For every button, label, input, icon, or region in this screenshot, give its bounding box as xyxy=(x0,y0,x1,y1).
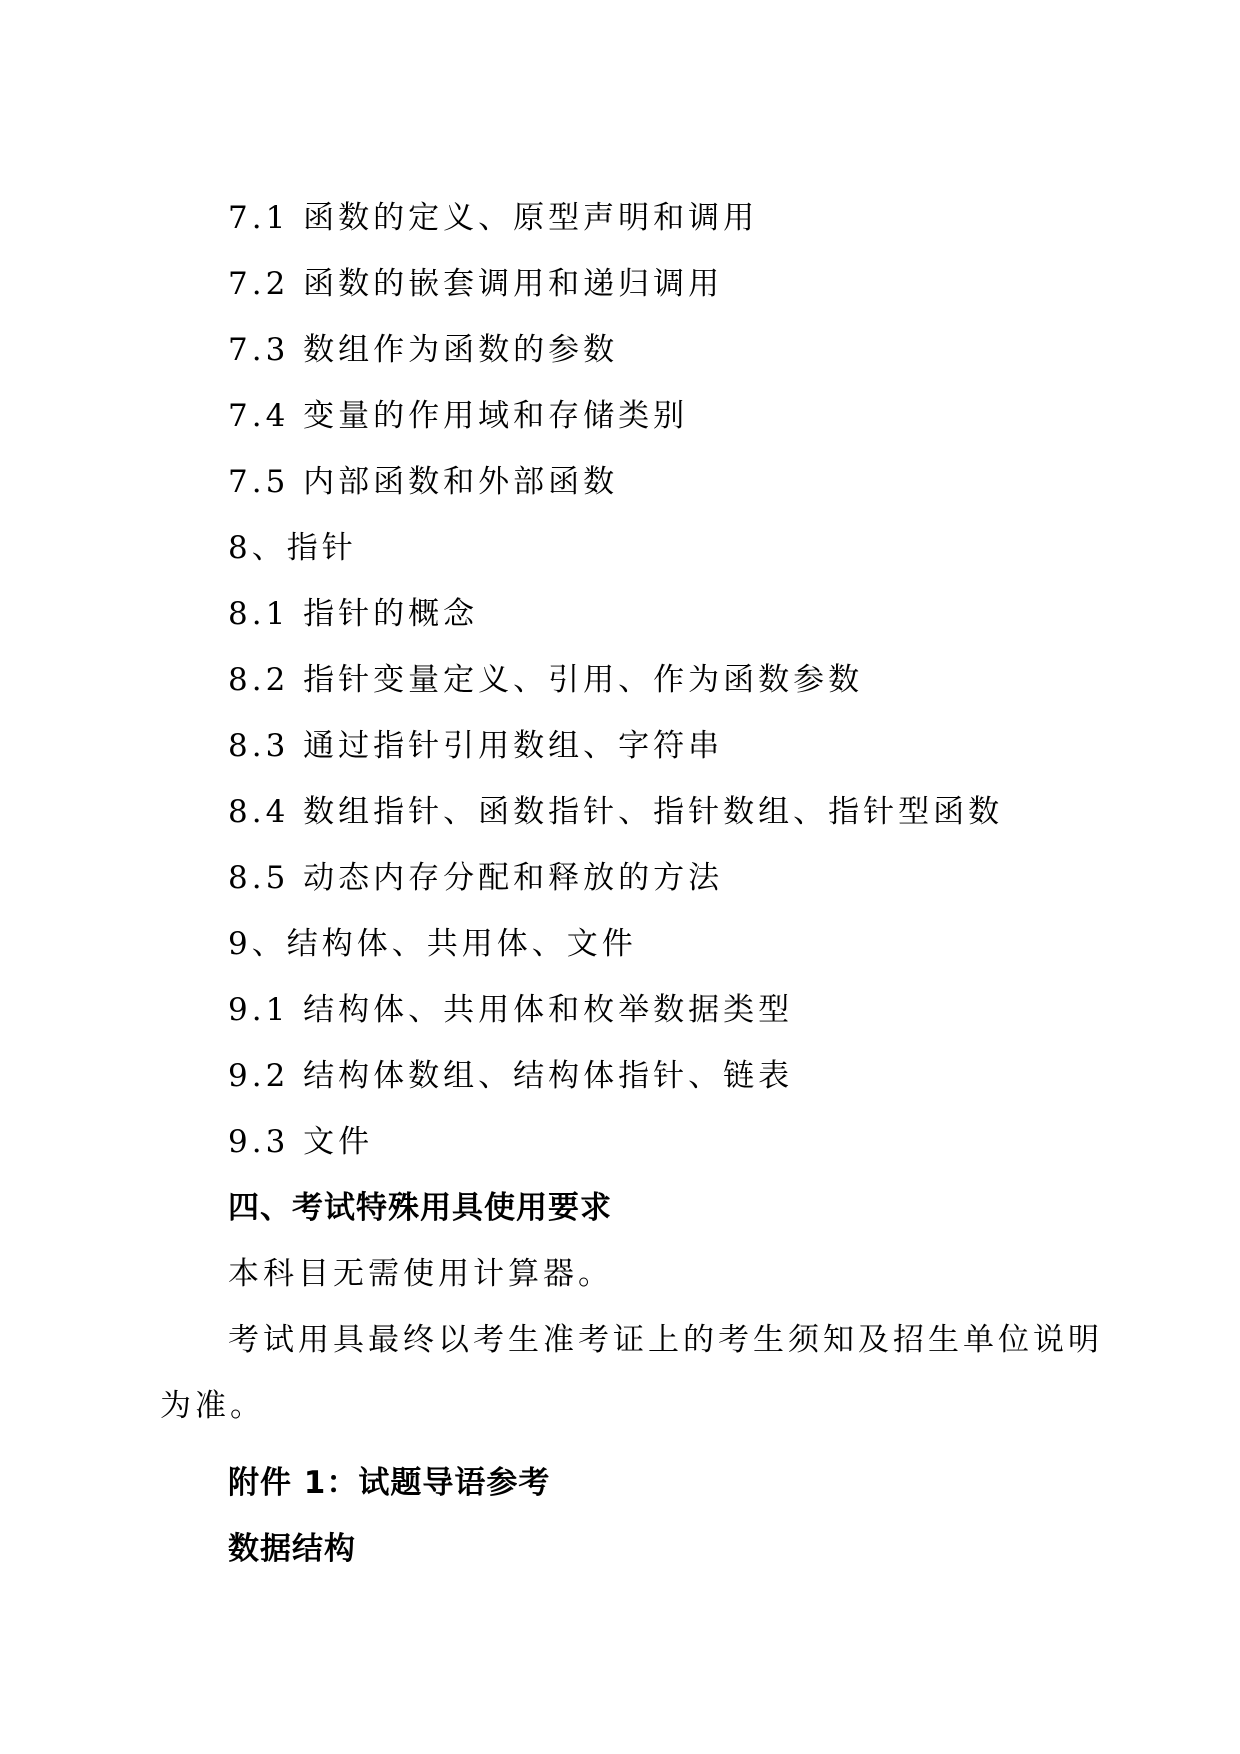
outline-item-7-3: 7.3 数组作为函数的参数 xyxy=(228,332,619,368)
section-heading-exam-tools: 四、考试特殊用具使用要求 xyxy=(228,1190,612,1226)
outline-item-8-3: 8.3 通过指针引用数组、字符串 xyxy=(228,728,724,764)
outline-item-9-3: 9.3 文件 xyxy=(228,1124,374,1160)
appendix-subheading: 数据结构 xyxy=(228,1531,356,1567)
outline-item-8-1: 8.1 指针的概念 xyxy=(228,596,479,632)
paragraph-no-calculator: 本科目无需使用计算器。 xyxy=(228,1256,613,1292)
outline-item-7-5: 7.5 内部函数和外部函数 xyxy=(228,464,619,500)
outline-item-8-5: 8.5 动态内存分配和释放的方法 xyxy=(228,860,724,896)
outline-item-8-4: 8.4 数组指针、函数指针、指针数组、指针型函数 xyxy=(228,794,1004,830)
paragraph-exam-tools-line1: 考试用具最终以考生准考证上的考生须知及招生单位说明 xyxy=(228,1322,1103,1358)
outline-item-7-4: 7.4 变量的作用域和存储类别 xyxy=(228,398,689,434)
outline-section-9: 9、结构体、共用体、文件 xyxy=(228,926,637,962)
paragraph-exam-tools-line2: 为准。 xyxy=(160,1388,265,1424)
appendix-heading: 附件 1：试题导语参考 xyxy=(228,1465,551,1501)
outline-item-9-1: 9.1 结构体、共用体和枚举数据类型 xyxy=(228,992,794,1028)
outline-item-8-2: 8.2 指针变量定义、引用、作为函数参数 xyxy=(228,662,864,698)
outline-item-9-2: 9.2 结构体数组、结构体指针、链表 xyxy=(228,1058,794,1094)
outline-section-8: 8、指针 xyxy=(228,530,357,566)
outline-item-7-2: 7.2 函数的嵌套调用和递归调用 xyxy=(228,266,724,302)
outline-item-7-1: 7.1 函数的定义、原型声明和调用 xyxy=(228,200,759,236)
